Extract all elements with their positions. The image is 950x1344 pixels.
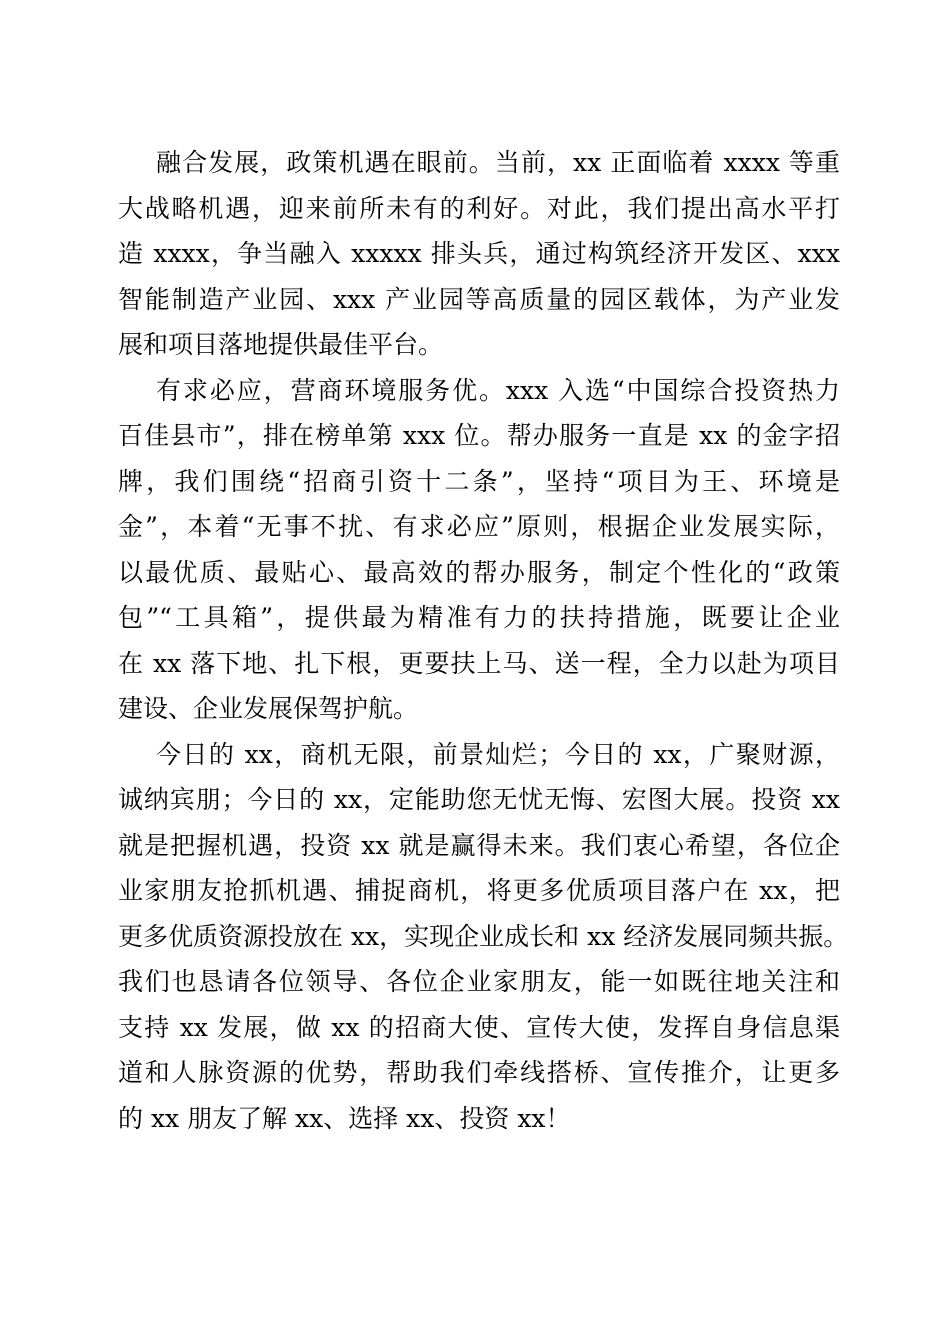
text-line: 百佳县市”，排在榜单第 xxx 位。帮办服务一直是 xx 的金字招 (118, 421, 840, 450)
text-line: 金”，本着“无事不扰、有求必应”原则，根据企业发展实际， (118, 512, 840, 541)
text-line: 我们也恳请各位领导、各位企业家朋友，能一如既往地关注和 (118, 967, 840, 996)
text-line: 在 xx 落下地、扎下根，更要扶上马、送一程，全力以赴为项目 (118, 648, 840, 678)
paragraph-invitation (118, 732, 849, 1142)
document-body (118, 140, 849, 1141)
paragraph-policy (118, 140, 840, 368)
text-line: 以最优质、最贴心、最高效的帮办服务，制定个性化的“政策 (118, 557, 840, 587)
text-line: 大战略机遇，迎来前所未有的利好。对此，我们提出高水平打 (118, 193, 840, 223)
text-line: 展和项目落地提供最佳平台。 (118, 330, 444, 359)
text-line: 业家朋友抢抓机遇、捕捉商机，将更多优质项目落户在 xx，把 (118, 876, 840, 905)
text-line: 牌，我们围绕“招商引资十二条”，坚持“项目为王、环境是 (118, 466, 840, 496)
text-line: 融合发展，政策机遇在眼前。当前，xx 正面临着 xxxx 等重 (156, 148, 840, 177)
text-line: 就是把握机遇，投资 xx 就是赢得未来。我们衷心希望，各位企 (118, 830, 840, 860)
text-line: 支持 xx 发展，做 xx 的招商大使、宣传大使，发挥自身信息渠 (118, 1012, 840, 1042)
text-line: 智能制造产业园、xxx 产业园等高质量的园区载体，为产业发 (118, 284, 840, 314)
text-line: 更多优质资源投放在 xx，实现企业成长和 xx 经济发展同频共振。 (118, 921, 849, 951)
text-line: 的 xx 朋友了解 xx、选择 xx、投资 xx！ (118, 1103, 571, 1133)
text-line: 造 xxxx，争当融入 xxxxx 排头兵，通过构筑经济开发区、xxx (118, 239, 840, 268)
text-line: 诚纳宾朋；今日的 xx，定能助您无忧无悔、宏图大展。投资 xx (118, 785, 840, 814)
text-line: 包”“工具箱”，提供最为精准有力的扶持措施，既要让企业 (118, 603, 840, 632)
paragraph-business-environment (118, 368, 840, 732)
text-line: 今日的 xx，商机无限，前景灿烂；今日的 xx，广聚财源， (156, 739, 840, 769)
text-line: 建设、企业发展保驾护航。 (118, 694, 419, 723)
text-line: 道和人脉资源的优势，帮助我们牵线搭桥、宣传推介，让更多 (118, 1058, 840, 1087)
text-line: 有求必应，营商环境服务优。xxx 入选“中国综合投资热力 (156, 375, 840, 405)
